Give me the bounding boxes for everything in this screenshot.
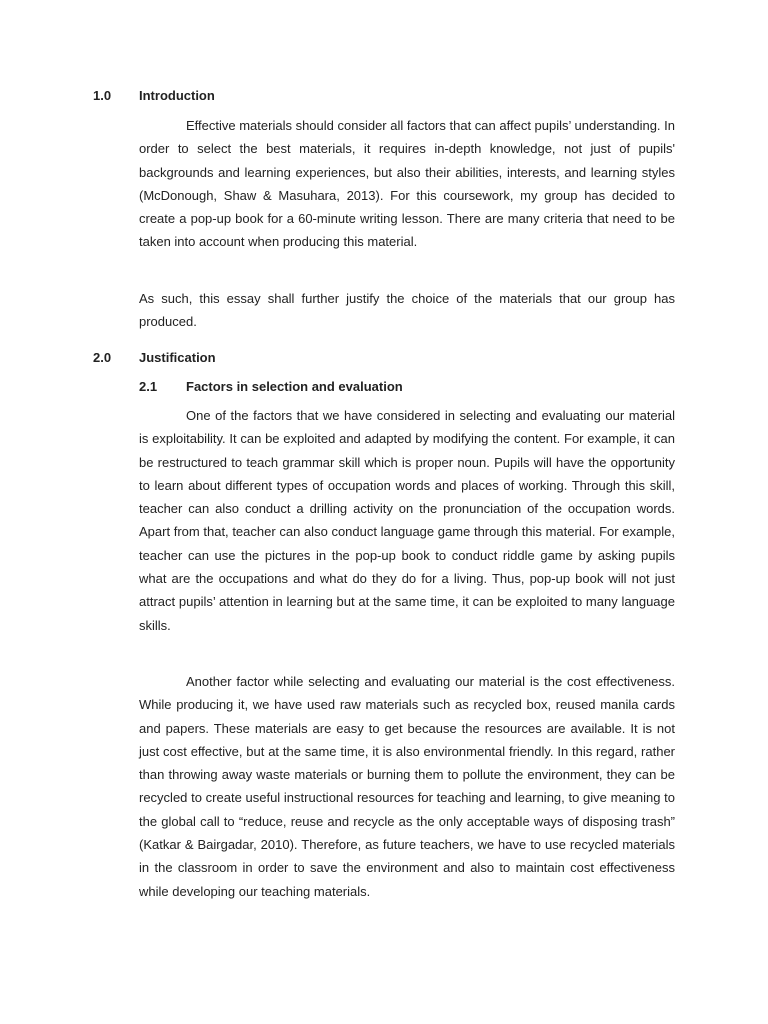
- section-number: 1.0: [93, 88, 112, 103]
- subsection-title: Factors in selection and evaluation: [186, 379, 403, 394]
- section-number: 2.0: [93, 350, 112, 365]
- factors-paragraph-2: Another factor while selecting and evaluating our material is the cost effectiveness. While producing it, we have used raw materials such as recycled box, reused manila cards and papers. These materials are easy to get because the resources are available. It is not just cost effective, but at the same time, it is also environmental friendly. In this regard, rather than throwing away waste materials or burning them to pollute the environment, they can be recycled to create useful instructional resources for teaching and learning, to give meaning to the global call to “reduce, reuse and recycle as the only acceptable ways of disposing trash” (Katkar & Bairgadar, 2010). Therefore, as future teachers, we have to use recycled materials in the classroom in order to save the environment and also to maintain cost effectiveness while developing our teaching materials.: [139, 674, 675, 899]
- section-title: Justification: [139, 350, 216, 365]
- section-title: Introduction: [139, 88, 215, 103]
- factors-paragraph-1: One of the factors that we have considered in selecting and evaluating our material is exploitability. It can be exploited and adapted by modifying the content. For example, it can be restructured to teach grammar skill which is proper noun. Pupils will have the opportunity to learn about different types of occupation words and places of working. Through this skill, teacher can also conduct a drilling activity on the pronunciation of the occupation words. Apart from that, teacher can also conduct language game through this material. For example, teacher can use the pictures in the pop-up book to conduct riddle game by asking pupils what are the occupations and what do they do for a living. Thus, pop-up book will not just attract pupils’ attention in learning but at the same time, it can be exploited to many language skills.: [139, 408, 675, 633]
- intro-paragraph-2: As such, this essay shall further justify the choice of the materials that our group has produced.: [139, 291, 675, 330]
- intro-paragraph-1: Effective materials should consider all factors that can affect pupils’ understanding. In order to select the best materials, it requires in-depth knowledge, not just of pupils' backgrounds and learning experiences, but also their abilities, interests, and learning styles (McDonough, Shaw & Masuhara, 2013). For this coursework, my group has decided to create a pop-up book for a 60-minute writing lesson. There are many criteria that need to be taken into account when producing this material.: [139, 118, 675, 250]
- subsection-number: 2.1: [139, 379, 158, 394]
